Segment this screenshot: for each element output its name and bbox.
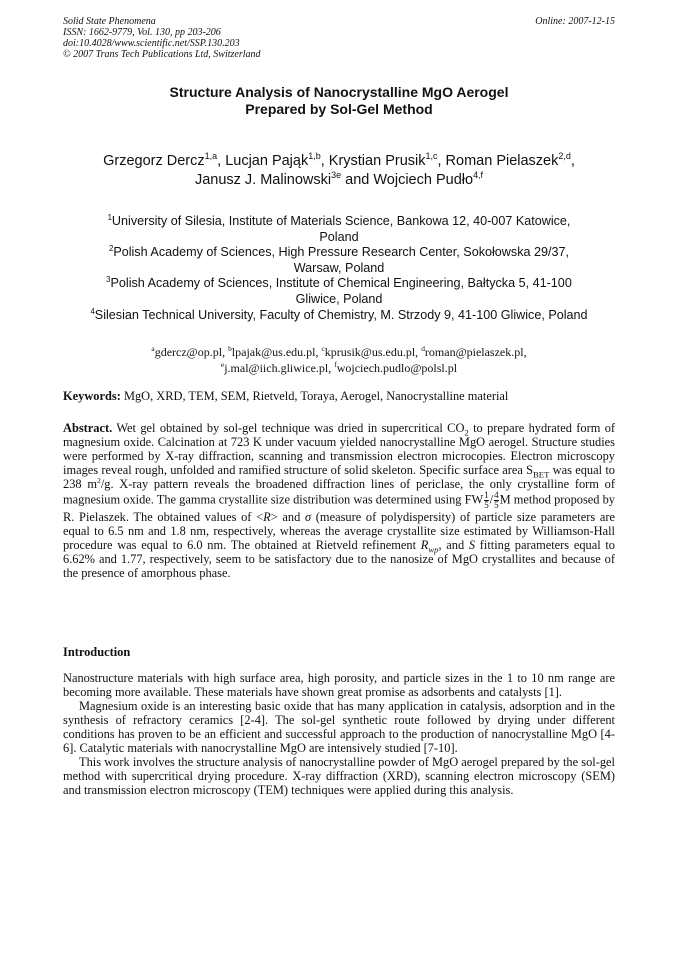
abstract-text: to prepare hydrated form of magnesium oxide. Calcination at 723 K under vacuum yielded nanocrystalline MgO aerogel. Structure studies were performed by X-ray diffraction, scanning and transmission electron microcopies. Electron microscopy images reveal rough, unfolded and ramified structure of solid skeleton. Specific surface area S bbox=[63, 421, 616, 477]
fraction-denominator: 5 bbox=[484, 500, 489, 510]
author-separator: , bbox=[437, 153, 446, 169]
fraction-denominator: 5 bbox=[494, 500, 499, 510]
email-sup: a bbox=[151, 344, 155, 353]
author-name: Lucjan Pająk bbox=[225, 153, 309, 169]
author-separator: , bbox=[570, 153, 575, 169]
affiliation-text: Polish Academy of Sciences, High Pressure Research Center, Sokołowska 29/37, bbox=[113, 245, 570, 260]
paper-title bbox=[63, 84, 615, 118]
author-name: Janusz J. Malinowski bbox=[194, 172, 332, 188]
introduction-body bbox=[63, 671, 615, 797]
email-address: j.mal@iich.gliwice.pl, bbox=[224, 361, 335, 375]
author-line-1 bbox=[63, 152, 615, 171]
m2-superscript: 2 bbox=[96, 475, 101, 485]
affiliation-text-cont: Warsaw, Poland bbox=[293, 260, 385, 275]
sbet-subscript: BET bbox=[533, 469, 550, 480]
affiliation-text-cont: Poland bbox=[319, 229, 359, 244]
affiliation-number: 3 bbox=[106, 275, 111, 285]
fraction-one-fifth bbox=[484, 491, 489, 510]
author-name: Grzegorz Dercz bbox=[103, 153, 205, 169]
keywords-label: Keywords: bbox=[63, 389, 121, 403]
s-symbol: S bbox=[468, 538, 476, 552]
issn-line: ISSN: 1662-9779, Vol. 130, pp 203-206 bbox=[63, 27, 221, 38]
rwp-subscript: wp bbox=[428, 544, 439, 555]
fraction-numerator: 4 bbox=[494, 490, 499, 500]
email-address: gdercz@op.pl, bbox=[154, 345, 229, 359]
affiliation-number: 1 bbox=[107, 212, 112, 222]
sigma-symbol: σ bbox=[304, 510, 312, 524]
affiliation-list bbox=[58, 214, 620, 323]
email-sup: f bbox=[334, 360, 337, 369]
abstract-text: , and bbox=[438, 538, 469, 552]
section-heading-introduction: Introduction bbox=[63, 645, 131, 659]
email-sup: e bbox=[220, 360, 225, 369]
running-header bbox=[63, 16, 261, 60]
author-name: Roman Pielaszek bbox=[445, 153, 559, 169]
paragraph: Nanostructure materials with high surface area, high porosity, and particle sizes in the 1 to 10 nm range are becoming more available. These materials have shown great promise as adsorbents and catalysts [1]. bbox=[63, 671, 615, 699]
affiliation-2 bbox=[58, 245, 620, 276]
email-address: wojciech.pudlo@polsl.pl bbox=[336, 361, 458, 375]
co2-subscript: 2 bbox=[464, 427, 469, 438]
abstract-label: Abstract. bbox=[63, 421, 113, 435]
fraction-four-fifths bbox=[494, 491, 499, 510]
affiliation-number: 2 bbox=[108, 244, 114, 253]
author-separator: , bbox=[320, 153, 329, 169]
author-separator: , bbox=[217, 153, 226, 169]
author-list bbox=[63, 152, 615, 190]
copyright-line: © 2007 Trans Tech Publications Ltd, Switzerland bbox=[63, 49, 261, 60]
keywords bbox=[63, 389, 615, 403]
keywords-text: MgO, XRD, TEM, SEM, Rietveld, Toraya, Aerogel, Nanocrystalline material bbox=[123, 389, 509, 403]
author-separator: and bbox=[341, 172, 374, 188]
paragraph: This work involves the structure analysis of nanocrystalline powder of MgO aerogel prepared by the sol-gel method with supercritical drying procedure. X-ray diffraction (XRD), scanning electron microscopy (SEM) and transmission electron microscopy (TEM) techniques were applied during this analysis. bbox=[63, 755, 615, 797]
affiliation-text-cont: Gliwice, Poland bbox=[295, 291, 383, 306]
abstract-text: was equal to 238 m bbox=[63, 463, 615, 491]
affiliation-1 bbox=[58, 214, 620, 245]
r-symbol: R bbox=[263, 510, 271, 524]
author-affil-sup: 3e bbox=[331, 170, 342, 181]
affiliation-text: University of Silesia, Institute of Materials Science, Bankowa 12, 40-007 Katowice, bbox=[111, 214, 571, 228]
author-affil-sup: 1,b bbox=[308, 151, 321, 162]
affiliation-4 bbox=[58, 308, 620, 324]
email-address: roman@pielaszek.pl, bbox=[424, 345, 527, 359]
email-sup: b bbox=[228, 344, 232, 353]
email-address: lpajak@us.edu.pl, bbox=[231, 345, 322, 359]
author-affil-sup: 2,d bbox=[558, 151, 571, 162]
online-date: Online: 2007-12-15 bbox=[535, 16, 615, 27]
abstract-text: (measure of polydispersity) of particle size parameters are equal to 6.5 nm and 1.8 nm, respectively, whereas the average crystallite size estimated by Williamson-Hall procedure was equal to 6.0 nm. The obtained at Rietveld refinement bbox=[63, 510, 615, 552]
email-line-2 bbox=[63, 360, 615, 376]
author-name: Wojciech Pudło bbox=[373, 172, 474, 188]
abstract-text: M method proposed by R. Pielaszek. The obtained values of < bbox=[63, 492, 616, 524]
journal-name: Solid State Phenomena bbox=[63, 16, 156, 27]
abstract-text: > and bbox=[270, 510, 305, 524]
email-list bbox=[63, 344, 615, 376]
email-sup: c bbox=[321, 344, 325, 353]
title-line-2: Prepared by Sol-Gel Method bbox=[245, 101, 433, 117]
fraction-slash: / bbox=[489, 492, 494, 507]
abstract bbox=[63, 421, 615, 580]
author-affil-sup: 1,c bbox=[425, 151, 438, 162]
email-line-1 bbox=[63, 344, 615, 360]
email-sup: d bbox=[421, 344, 425, 353]
abstract-text: Wet gel obtained by sol-gel technique was dried in supercritical CO bbox=[116, 421, 465, 435]
affiliation-text: Polish Academy of Sciences, Institute of Chemical Engineering, Bałtycka 5, 41-100 bbox=[110, 276, 572, 291]
doi-line: doi:10.4028/www.scientific.net/SSP.130.203 bbox=[63, 38, 240, 49]
abstract-text: /g. X-ray pattern reveals the broadened diffraction lines of periclase, the only crystalline form of magnesium oxide. The gamma crystallite size distribution was determined using FW bbox=[63, 477, 615, 507]
affiliation-number: 4 bbox=[90, 306, 95, 316]
title-line-1: Structure Analysis of Nanocrystalline MgO Aerogel bbox=[169, 84, 509, 100]
rwp-symbol: R bbox=[420, 538, 429, 552]
fraction-numerator: 1 bbox=[484, 490, 489, 500]
affiliation-3 bbox=[58, 276, 620, 307]
author-name: Krystian Prusik bbox=[328, 153, 426, 169]
author-affil-sup: 4,f bbox=[473, 170, 484, 181]
paragraph: Magnesium oxide is an interesting basic oxide that has many application in catalysis, adsorption and in the synthesis of refractory ceramics [2-4]. The sol-gel synthetic route followed by drying under different conditions has proven to be an efficient and successful approach to the production of nanocrystalline MgO [4-6]. Catalytic materials with nanocrystalline MgO are intensively studied [7-10]. bbox=[63, 699, 615, 755]
abstract-text: fitting parameters equal to 6.62% and 1.77, respectively, seem to be satisfactory due to the nanosize of MgO crystallites and because of the presence of amorphous phase. bbox=[63, 538, 615, 580]
author-affil-sup: 1,a bbox=[204, 151, 218, 162]
email-address: kprusik@us.edu.pl, bbox=[324, 345, 422, 359]
affiliation-text: Silesian Technical University, Faculty of Chemistry, M. Strzody 9, 41-100 Gliwice, Poland bbox=[94, 307, 588, 322]
author-line-2 bbox=[63, 171, 615, 190]
